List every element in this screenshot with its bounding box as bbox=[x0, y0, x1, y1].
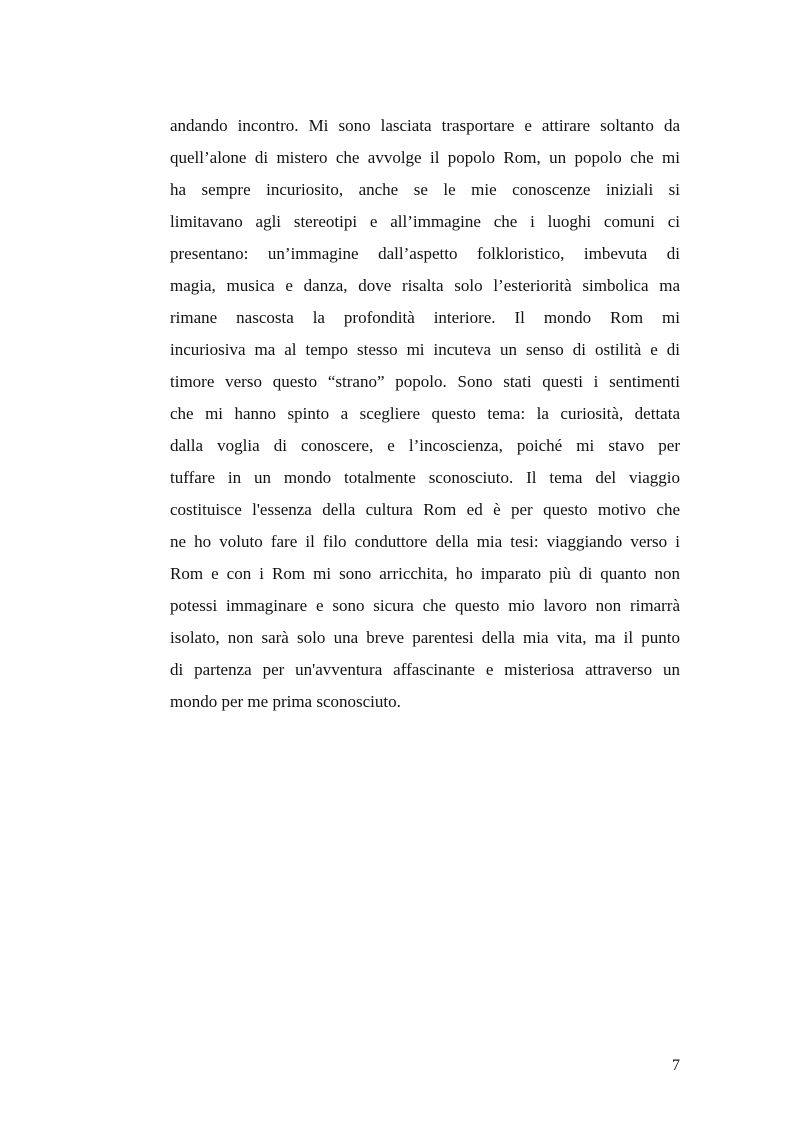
body-paragraph bbox=[170, 110, 680, 718]
text-line: che mi hanno spinto a scegliere questo tema: la curiosità, dettata bbox=[170, 404, 680, 423]
text-line: potessi immaginare e sono sicura che questo mio lavoro non rimarrà bbox=[170, 596, 680, 615]
text-line: rimane nascosta la profondità interiore. Il mondo Rom mi bbox=[170, 308, 680, 327]
text-line: limitavano agli stereotipi e all’immagine che i luoghi comuni ci bbox=[170, 212, 680, 231]
text-line: Rom e con i Rom mi sono arricchita, ho imparato più di quanto non bbox=[170, 564, 680, 583]
text-line: magia, musica e danza, dove risalta solo l’esteriorità simbolica ma bbox=[170, 276, 680, 295]
text-line: ha sempre incuriosito, anche se le mie conoscenze iniziali si bbox=[170, 180, 680, 199]
text-line: dalla voglia di conoscere, e l’incoscienza, poiché mi stavo per bbox=[170, 436, 680, 455]
text-line: andando incontro. Mi sono lasciata trasportare e attirare soltanto da bbox=[170, 116, 680, 135]
text-line: timore verso questo “strano” popolo. Sono stati questi i sentimenti bbox=[170, 372, 680, 391]
text-line: mondo per me prima sconosciuto. bbox=[170, 692, 401, 711]
page-number: 7 bbox=[672, 1057, 680, 1074]
text-line: tuffare in un mondo totalmente sconosciuto. Il tema del viaggio bbox=[170, 468, 680, 487]
text-line: quell’alone di mistero che avvolge il popolo Rom, un popolo che mi bbox=[170, 148, 680, 167]
text-line: isolato, non sarà solo una breve parentesi della mia vita, ma il punto bbox=[170, 628, 680, 647]
text-line: incuriosiva ma al tempo stesso mi incuteva un senso di ostilità e di bbox=[170, 340, 680, 359]
text-line: ne ho voluto fare il filo conduttore della mia tesi: viaggiando verso i bbox=[170, 532, 680, 551]
text-line: costituisce l'essenza della cultura Rom ed è per questo motivo che bbox=[170, 500, 680, 519]
text-line: di partenza per un'avventura affascinante e misteriosa attraverso un bbox=[170, 660, 680, 679]
text-line: presentano: un’immagine dall’aspetto folkloristico, imbevuta di bbox=[170, 244, 680, 263]
